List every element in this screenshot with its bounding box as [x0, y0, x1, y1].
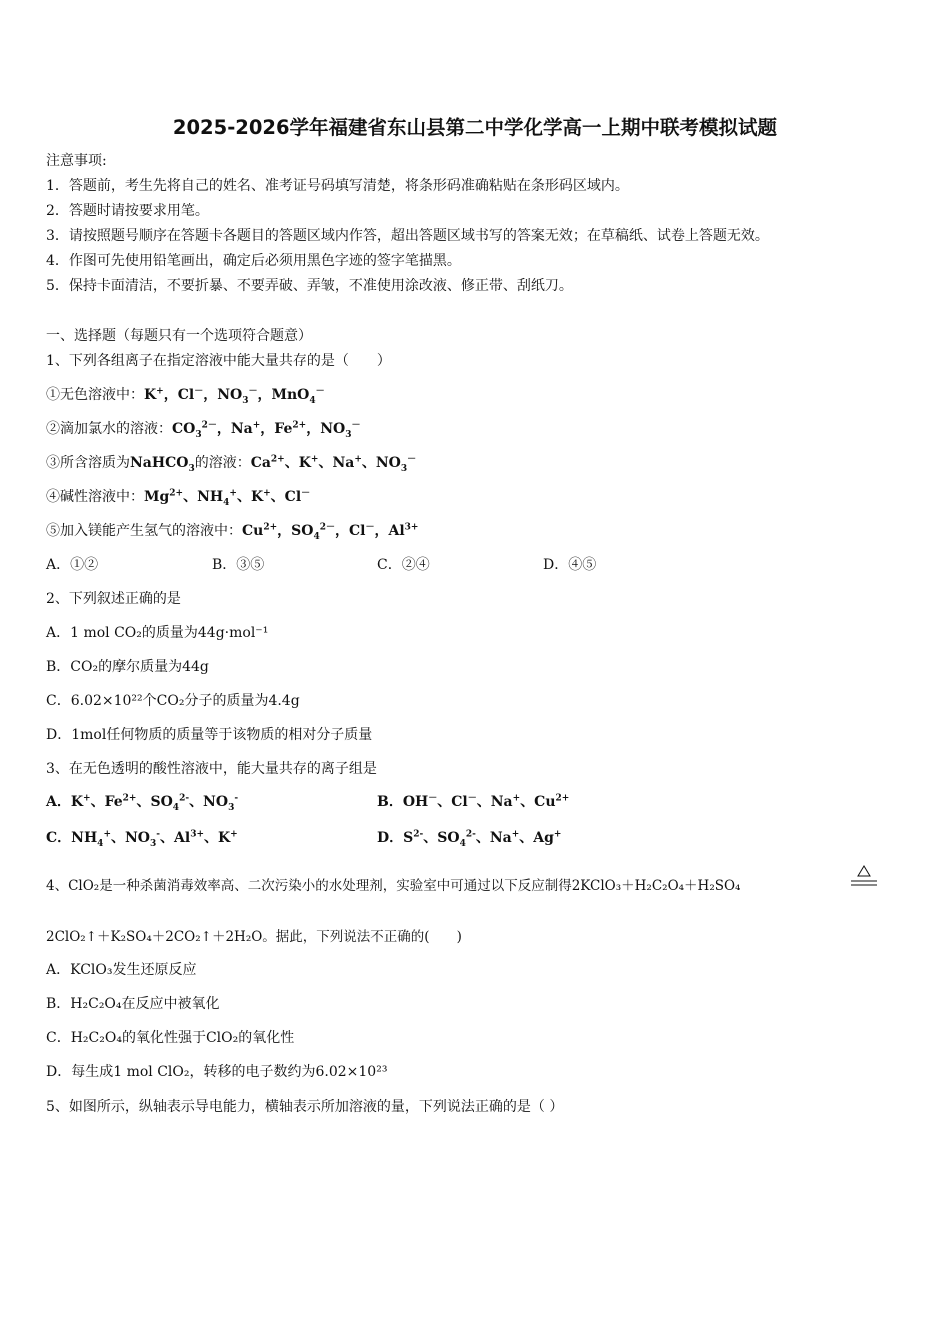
- q3-stem: 3、在无色透明的酸性溶液中，能大量共存的离子组是: [46, 761, 377, 777]
- q5-stem: 5、如图所示，纵轴表示导电能力，横轴表示所加溶液的量，下列说法正确的是（ ）: [46, 1099, 564, 1115]
- q4-option-c: C．H₂C₂O₄的氧化性强于ClO₂的氧化性: [46, 1030, 295, 1046]
- q4-stem-line2: 2ClO₂↑＋K₂SO₄＋2CO₂↑＋2H₂O。据此，下列说法不正确的( ): [46, 929, 462, 945]
- q1-option-d: D．④⑤: [543, 557, 597, 573]
- q1-option-c: C．②④: [377, 557, 430, 573]
- q1-condition-3: ③所含溶质为NaHCO$_3$的溶液：$Ca^{2+}$、K+、Na+、$NO_3^-$: [46, 454, 417, 474]
- q1-option-a: A．①②: [46, 557, 99, 573]
- q1-option-b: B．③⑤: [212, 557, 265, 573]
- condition-label: ③所含溶质为: [46, 455, 130, 471]
- q1-condition-1: ①无色溶液中：K+，Cl－，$NO_3^-$，MnO$_4$－: [46, 386, 325, 406]
- page-title: 2025-2026学年福建省东山县第二中学化学高一上期中联考模拟试题: [172, 116, 778, 139]
- condition-label: ④碱性溶液中：: [46, 489, 144, 505]
- q3-option-c: C．$NH_4^+$、$NO_3^-$、$Al^{3+}$、K+: [46, 829, 238, 849]
- q3-option-d: D．$S^{2-}$、$SO_4^{2-}$、Na+、Ag+: [377, 829, 562, 849]
- q2-option-c: C．6.02×10²²个CO₂分子的质量为4.4g: [46, 693, 300, 709]
- q3-option-b: B．OH－、Cl－、Na+、$Cu^{2+}$: [377, 793, 570, 810]
- condition-label: ②滴加氯水的溶液：: [46, 421, 172, 437]
- notice-item: 2．答题时请按要求用笔。: [46, 203, 209, 219]
- notice-heading: 注意事项:: [46, 153, 107, 169]
- q1-stem: 1、下列各组离子在指定溶液中能大量共存的是（ ）: [46, 353, 391, 369]
- q2-option-d: D．1mol任何物质的质量等于该物质的相对分子质量: [46, 727, 373, 743]
- notice-item: 5．保持卡面清洁，不要折暴、不要弄破、弄皱，不准使用涂改液、修正带、刮纸刀。: [46, 278, 573, 294]
- q2-option-b: B．CO₂的摩尔质量为44g: [46, 659, 209, 675]
- q1-condition-2: ②滴加氯水的溶液：$CO_3^{2-}$，Na+，$Fe^{2+}$，$NO_3^-$: [46, 420, 361, 440]
- q2-stem: 2、下列叙述正确的是: [46, 591, 181, 607]
- notice-item: 1．答题前，考生先将自己的姓名、准考证号码填写清楚，将条形码准确粘贴在条形码区域内。: [46, 178, 629, 194]
- notice-item: 3．请按照题号顺序在答题卡各题目的答题区域内作答，超出答题区域书写的答案无效；在草稿纸、试卷上答题无效。: [46, 228, 769, 244]
- condition-label: ①无色溶液中：: [46, 387, 144, 403]
- condition-label: ⑤加入镁能产生氢气的溶液中：: [46, 523, 242, 539]
- q4-option-d: D．每生成1 mol ClO₂，转移的电子数约为6.02×10²³: [46, 1064, 388, 1080]
- q2-option-a: A．1 mol CO₂的质量为44g·mol⁻¹: [46, 625, 269, 641]
- q1-condition-5: ⑤加入镁能产生氢气的溶液中：$Cu^{2+}$，$SO_4^{2-}$，Cl－，$Al^{3+}$: [46, 522, 419, 542]
- q4-option-a: A．KClO₃发生还原反应: [46, 962, 197, 978]
- notice-item: 4．作图可先使用铅笔画出，确定后必须用黑色字迹的签字笔描黑。: [46, 253, 461, 269]
- q4-option-b: B．H₂C₂O₄在反应中被氧化: [46, 996, 220, 1012]
- q4-stem-line1: 4、ClO₂是一种杀菌消毒效率高、二次污染小的水处理剂，实验室中可通过以下反应制得2KClO₃＋H₂C₂O₄＋H₂SO₄: [46, 878, 741, 894]
- q1-condition-4: ④碱性溶液中：$Mg^{2+}$、$NH_4^+$、K+、Cl－: [46, 488, 311, 508]
- q3-option-a: A．K+、$Fe^{2+}$、$SO_4^{2-}$、$NO_3^-$: [46, 793, 239, 813]
- section-heading: 一、选择题（每题只有一个选项符合题意）: [46, 328, 312, 344]
- heating-condition-icon: [850, 864, 878, 892]
- condition-label: 的溶液：: [194, 455, 251, 471]
